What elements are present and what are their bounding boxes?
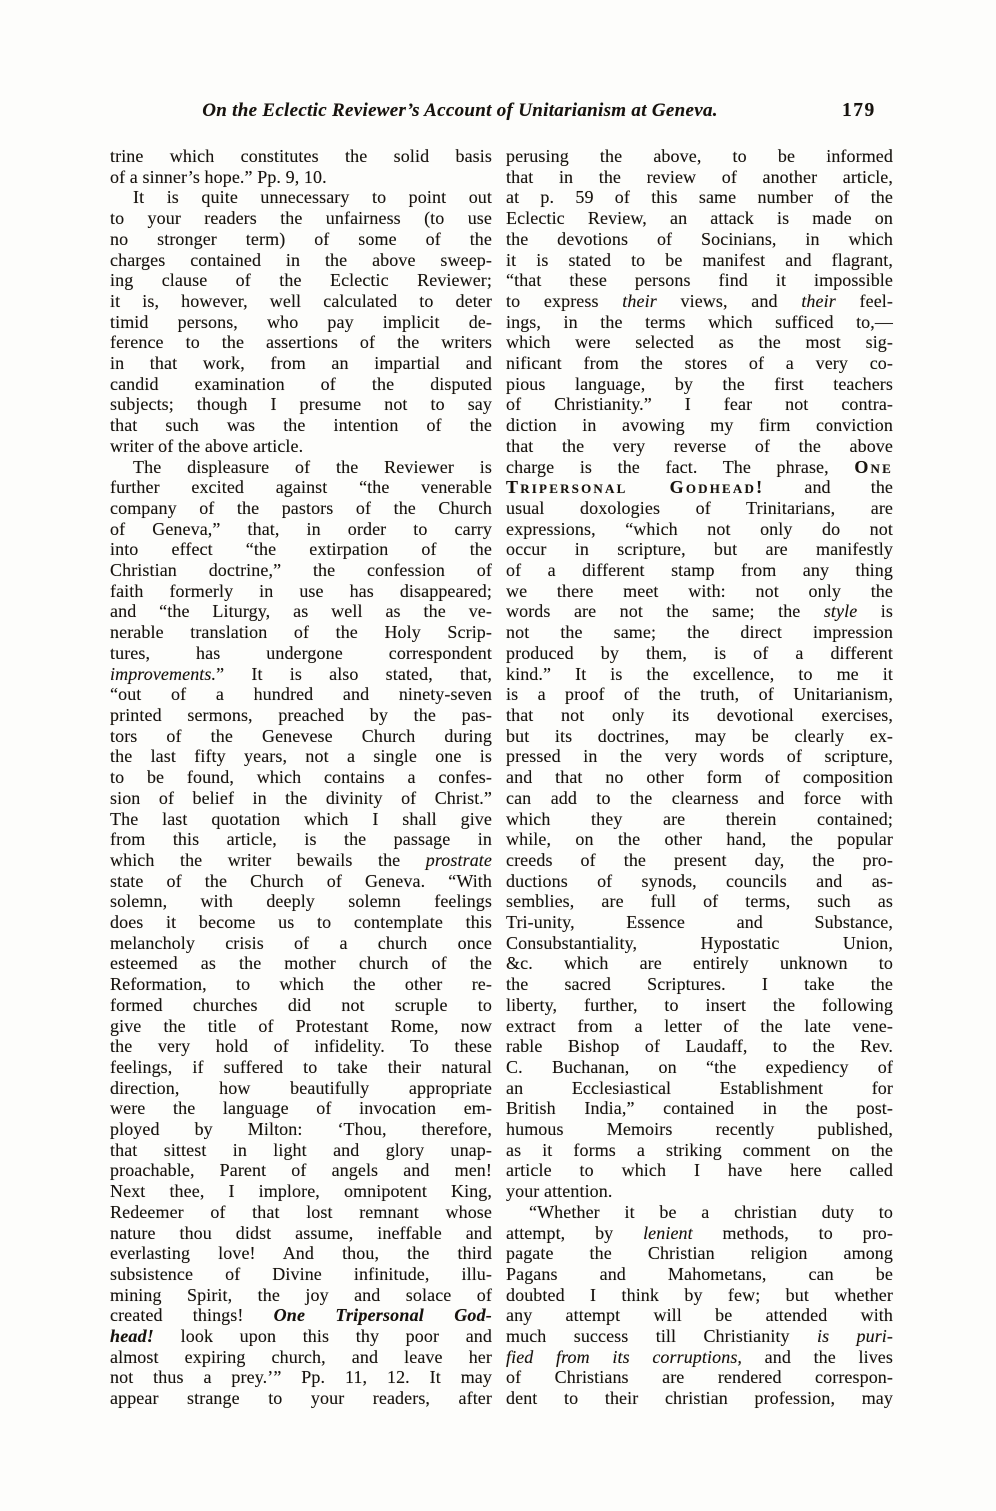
text-line: “out of a hundred and ninety-seven xyxy=(110,684,492,705)
text-line: tures, has undergone correspondent xyxy=(110,642,492,663)
text-line: that not only its devotional exercises, xyxy=(506,704,893,725)
text-line: the sacred Scriptures. I take the xyxy=(506,974,893,995)
text-line: The last quotation which I shall give xyxy=(110,808,492,829)
text-line: much success till Christianity is puri- xyxy=(506,1326,893,1347)
text-line: ductions of synods, councils and as- xyxy=(506,870,893,891)
text-line: extract from a letter of the late vene- xyxy=(506,1015,893,1036)
text-line: article to which I have here called xyxy=(506,1160,893,1181)
text-line: feelings, if suffered to take their natural xyxy=(110,1056,492,1077)
text-line: to be found, which contains a confes- xyxy=(110,767,492,788)
text-line: Redeemer of that lost remnant whose xyxy=(110,1201,492,1222)
text-line: doubted I think by few; but whether xyxy=(506,1284,893,1305)
text-line: an Ecclesiastical Establishment for xyxy=(506,1077,893,1098)
text-line: produced by them, is of a different xyxy=(506,642,893,663)
text-line: almost expiring church, and leave her xyxy=(110,1346,492,1367)
text-line: pagate the Christian religion among xyxy=(506,1243,893,1264)
text-line: which were selected as the most sig- xyxy=(506,332,893,353)
text-line: of a sinner’s hope.” Pp. 9, 10. xyxy=(110,166,327,187)
text-line: “Whether it be a christian duty to xyxy=(529,1201,893,1222)
text-line: to express their views, and their feel- xyxy=(506,290,893,311)
text-line: trine which constitutes the solid basis xyxy=(110,146,492,166)
text-line: and that no other form of composition xyxy=(506,767,893,788)
text-line: direction, how beautifully appropriate xyxy=(110,1077,492,1098)
text-line: created things! One Tripersonal God- xyxy=(110,1305,492,1326)
text-line: subjects; though I presume not to say xyxy=(110,394,492,415)
text-line: Consubstantiality, Hypostatic Union, xyxy=(506,932,893,953)
text-line: that in the review of another article, xyxy=(506,166,893,187)
text-line: were the language of invocation em- xyxy=(110,1098,492,1119)
paragraph xyxy=(110,457,492,1409)
text-line: esteemed as the mother church of the xyxy=(110,953,492,974)
text-line: subsistence of Divine infinitude, illu- xyxy=(110,1263,492,1284)
text-line: humous Memoirs recently published, xyxy=(506,1119,893,1140)
text-line: usual doxologies of Trinitarians, are xyxy=(506,497,893,518)
text-line: rable Bishop of Laudaff, to the Rev. xyxy=(506,1036,893,1057)
paragraph xyxy=(506,146,893,1202)
text-line: not thus a prey.’” Pp. 11, 12. It may xyxy=(110,1367,492,1388)
text-line: mining Spirit, the joy and solace of xyxy=(110,1284,492,1305)
text-line: state of the Church of Geneva. “With xyxy=(110,870,492,891)
text-line: “that these persons find it impossible xyxy=(506,270,893,291)
text-line: improvements.” It is also stated, that, xyxy=(110,663,492,684)
text-line: can add to the clearness and force with xyxy=(506,787,893,808)
text-line: diction in avowing my firm conviction xyxy=(506,415,893,436)
paragraph xyxy=(506,1202,893,1409)
text-line: tors of the Genevese Church during xyxy=(110,725,492,746)
text-line: British India,” contained in the post- xyxy=(506,1098,893,1119)
page-number: 179 xyxy=(842,100,876,121)
text-line: that such was the intention of the xyxy=(110,415,492,436)
text-line: nature thou didst assume, ineffable and xyxy=(110,1222,492,1243)
text-line: nerable translation of the Holy Scrip- xyxy=(110,622,492,643)
text-line: It is quite unnecessary to point out xyxy=(133,187,492,208)
text-line: dent to their christian profession, may xyxy=(506,1388,893,1409)
text-line: charge is the fact. The phrase, One xyxy=(506,456,893,477)
text-line: The displeasure of the Reviewer is xyxy=(133,456,492,477)
text-line: Tripersonal Godhead! and the xyxy=(506,477,894,498)
text-line: as it forms a striking comment on the xyxy=(506,1139,893,1160)
text-line: it is, however, well calculated to deter xyxy=(110,290,492,311)
text-line: any attempt will be attended with xyxy=(506,1305,893,1326)
text-line: solemn, with deeply solemn feelings xyxy=(110,891,492,912)
text-line: in that work, from an impartial and xyxy=(110,353,492,374)
text-line: writer of the above article. xyxy=(110,435,304,456)
text-line: it is stated to be manifest and flagrant, xyxy=(506,249,893,270)
paragraph xyxy=(110,187,492,456)
running-head-title: On the Eclectic Reviewer’s Account of Unitarianism at Geneva. xyxy=(202,100,718,121)
text-line: occur in scripture, but are manifestly xyxy=(506,539,893,560)
text-line: Next thee, I implore, omnipotent King, xyxy=(110,1181,492,1202)
text-line: from this article, is the passage in xyxy=(110,829,492,850)
text-line: ings, in the terms which sufficed to,— xyxy=(506,311,893,332)
text-line: sion of belief in the divinity of Christ.” xyxy=(110,787,492,808)
text-line: of a different stamp from any thing xyxy=(506,560,893,581)
text-line: creeds of the present day, the pro- xyxy=(506,849,893,870)
text-line: faith formerly in use has disappeared; xyxy=(110,580,492,601)
text-line: the devotions of Socinians, in which xyxy=(506,228,893,249)
text-line: appear strange to your readers, after xyxy=(110,1388,492,1409)
text-line: at p. 59 of this same number of the xyxy=(506,187,893,208)
text-line: of Geneva,” that, in order to carry xyxy=(110,518,492,539)
text-line: the very hold of infidelity. To these xyxy=(110,1036,492,1057)
text-line: charges contained in the above sweep- xyxy=(110,249,492,270)
text-line: give the title of Protestant Rome, now xyxy=(110,1015,492,1036)
text-line: ployed by Milton: ‘Thou, therefore, xyxy=(110,1119,492,1140)
text-line: printed sermons, preached by the pas- xyxy=(110,704,492,725)
text-line: proachable, Parent of angels and men! xyxy=(110,1160,492,1181)
text-line: does it become us to contemplate this xyxy=(110,912,492,933)
text-line: ference to the assertions of the writers xyxy=(110,332,492,353)
text-line: we there meet with: not only the xyxy=(506,580,893,601)
text-line: perusing the above, to be informed xyxy=(506,146,893,166)
text-line: is a proof of the truth, of Unitarianism, xyxy=(506,684,893,705)
text-line: into effect “the extirpation of the xyxy=(110,539,492,560)
text-line: kind.” It is the excellence, to me it xyxy=(506,663,893,684)
text-line: while, on the other hand, the popular xyxy=(506,829,893,850)
text-line: expressions, “which not only do not xyxy=(506,518,893,539)
text-line: that sittest in light and glory unap- xyxy=(110,1139,492,1160)
text-line: not the same; the direct impression xyxy=(506,622,893,643)
text-line: pious language, by the first teachers xyxy=(506,373,893,394)
text-line: words are not the same; the style is xyxy=(506,601,893,622)
text-line: company of the pastors of the Church xyxy=(110,497,492,518)
text-line: Christian doctrine,” the confession of xyxy=(110,560,492,581)
text-line: candid examination of the disputed xyxy=(110,373,492,394)
text-column-left xyxy=(110,146,492,1409)
text-line: Tri-unity, Essence and Substance, xyxy=(506,912,893,933)
text-line: your attention. xyxy=(506,1181,613,1202)
text-line: timid persons, who pay implicit de- xyxy=(110,311,492,332)
text-column-right xyxy=(506,146,893,1409)
text-line: that the very reverse of the above xyxy=(506,435,893,456)
text-line: but its doctrines, may be clearly ex- xyxy=(506,725,893,746)
text-line: no stronger term) of some of the xyxy=(110,228,492,249)
text-line: the last fifty years, not a single one is xyxy=(110,746,492,767)
text-line: head! look upon this thy poor and xyxy=(110,1326,492,1347)
text-line: everlasting love! And thou, the third xyxy=(110,1243,492,1264)
text-line: melancholy crisis of a church once xyxy=(110,932,492,953)
text-line: to your readers the unfairness (to use xyxy=(110,208,492,229)
text-line: which the writer bewails the prostrate xyxy=(110,849,492,870)
text-line: attempt, by lenient methods, to pro- xyxy=(506,1222,893,1243)
text-line: ing clause of the Eclectic Reviewer; xyxy=(110,270,492,291)
text-line: fied from its corruptions, and the lives xyxy=(506,1346,893,1367)
text-line: liberty, further, to insert the following xyxy=(506,994,893,1015)
text-line: which they are therein contained; xyxy=(506,808,893,829)
text-line: semblies, are full of terms, such as xyxy=(506,891,893,912)
text-line: C. Buchanan, on “the expediency of xyxy=(506,1056,893,1077)
text-line: &c. which are entirely unknown to xyxy=(506,953,893,974)
text-line: of Christians are rendered correspon- xyxy=(506,1367,893,1388)
text-line: pressed in the very words of scripture, xyxy=(506,746,893,767)
text-line: and “the Liturgy, as well as the ve- xyxy=(110,601,492,622)
paragraph xyxy=(110,146,492,187)
text-line: nificant from the stores of a very co- xyxy=(506,353,893,374)
text-line: formed churches did not scruple to xyxy=(110,994,492,1015)
text-line: of Christianity.” I fear not contra- xyxy=(506,394,893,415)
text-line: Eclectic Review, an attack is made on xyxy=(506,208,893,229)
text-line: Pagans and Mahometans, can be xyxy=(506,1263,893,1284)
text-line: Reformation, to which the other re- xyxy=(110,974,492,995)
text-line: further excited against “the venerable xyxy=(110,477,492,498)
